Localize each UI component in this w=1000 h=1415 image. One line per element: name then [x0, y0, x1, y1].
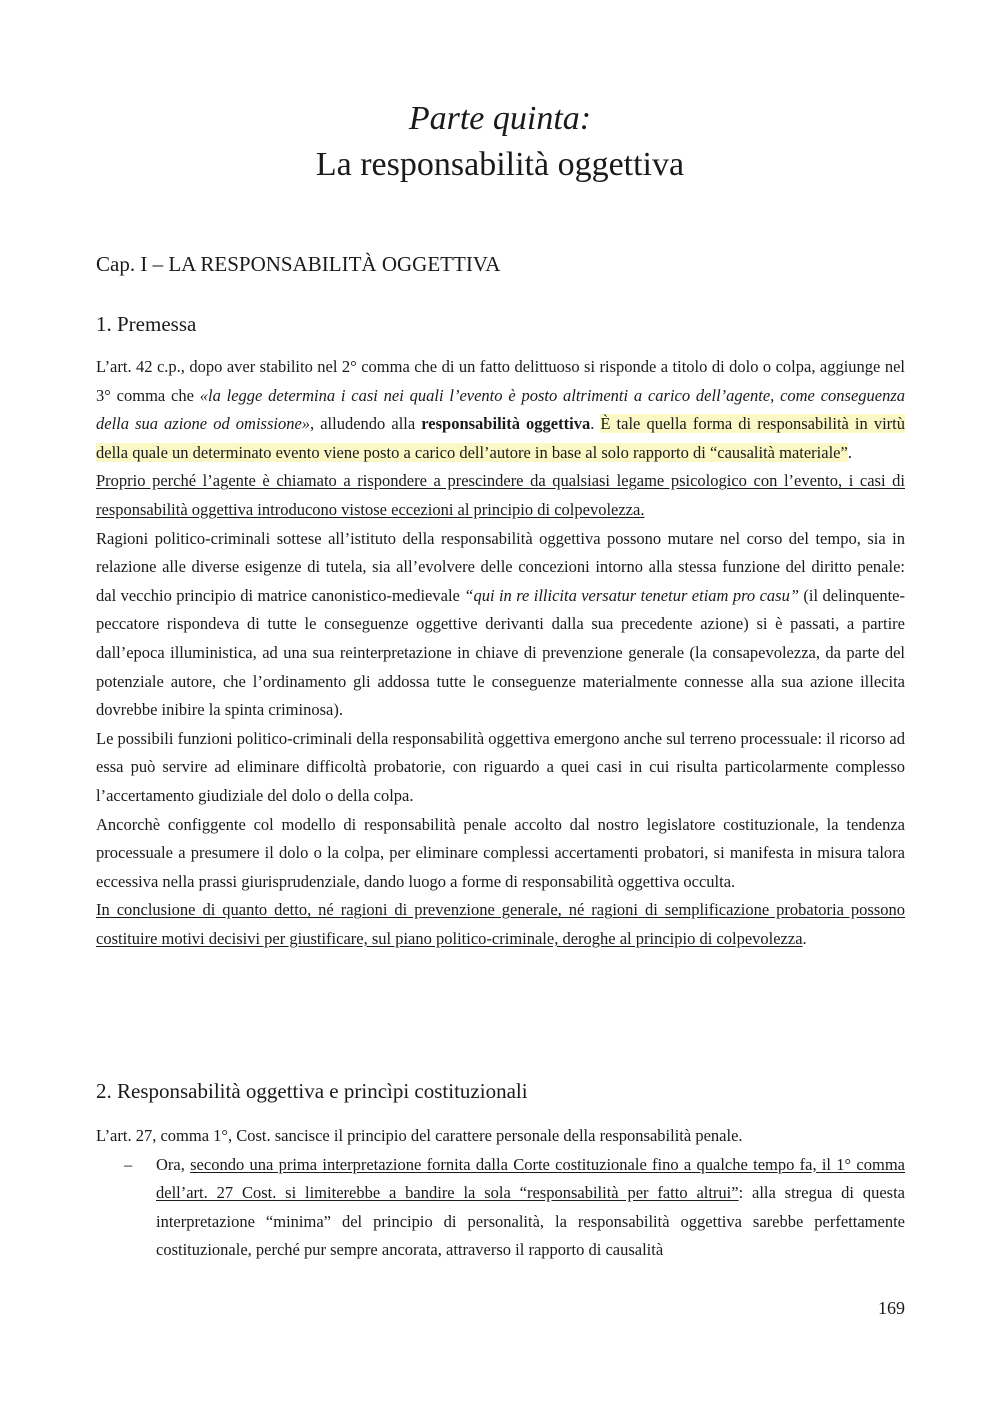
underlined-conclusion: In conclusione di quanto detto, né ragioni di prevenzione generale, né ragioni di semplificazione probatoria possono costituire motivi decisivi per giustificare, sul piano politico-criminale, deroghe al principio di colpevolezza: [96, 900, 905, 948]
underlined-interpretation: secondo una prima interpretazione fornita dalla Corte costituzionale fino a qualche tempo fa, il 1° comma dell’art. 27 Cost. si limiterebbe a bandire la sola “responsabilità per fatto altrui”: [156, 1154, 905, 1203]
part-main-title: La responsabilità oggettiva: [315, 146, 685, 183]
section-heading-premessa: 1. Premessa: [96, 312, 197, 336]
section-body-premessa: [96, 353, 905, 953]
paragraph-funzioni: Le possibili funzioni politico-criminali della responsabilità oggettiva emergono anche sul terreno processuale: il ricorso ad essa può servire ad eliminare difficoltà probatorie, con riguardo a quei casi in cui risulta particolarmente complesso l’accertamento giudiziale del dolo o della colpa.: [96, 728, 905, 805]
text-run: (il delinquente-peccatore rispondeva di tutte le conseguenze oggettive derivanti dalla sua precedente azione) si è passati, a partire dall’epoca illuministica, ad una sua reinterpretazione in chiave di prevenzione generale (la consapevolezza, da parte del potenziale autore, che l’ordinamento gli addossa tutte le conseguenze materialmente connesse alla sua azione illecita dovrebbe inibire la spinta criminosa).: [96, 585, 905, 720]
section-body-principi: [96, 1122, 905, 1265]
paragraph-ragioni: [96, 525, 905, 725]
text-run: Ora,: [156, 1154, 191, 1174]
text-run: , alludendo alla: [310, 414, 422, 434]
paragraph-eccezioni: Proprio perché l’agente è chiamato a rispondere a prescindere da qualsiasi legame psicologico con l’evento, i casi di responsabilità oggettiva introducono vistose eccezioni al principio di colpevolezza.: [96, 471, 905, 519]
paragraph-art27: L’art. 27, comma 1°, Cost. sancisce il principio del carattere personale della responsabilità penale.: [96, 1126, 743, 1145]
text-run: .: [590, 414, 601, 434]
list-item: [96, 1151, 905, 1265]
chapter-heading: Cap. I – LA RESPONSABILITÀ OGGETTIVA: [96, 252, 501, 276]
part-kicker: Parte quinta:: [408, 100, 592, 137]
text-run: : alla stregua di questa interpretazione “minima” del principio di personalità, la responsabilità oggettiva sarebbe perfettamente costituzionale, perché pur sempre ancorata, attraverso il rapporto di causalità: [156, 1183, 905, 1260]
paragraph-conclusione: [96, 896, 905, 953]
highlighted-definition: È tale quella forma di responsabilità in virtù della quale un determinato evento viene posto a carico dell’autore in base al solo rapporto di “causalità materiale”: [96, 414, 905, 462]
list-dash: –: [124, 1154, 133, 1174]
paragraph-ancorche: Ancorchè configgente col modello di responsabilità penale accolto dal nostro legislatore costituzionale, la tendenza processuale a presumere il dolo o la colpa, per eliminare complessi accertamenti probatori, si manifesta in misura talora eccessiva nella prassi giurisprudenziale, dando luogo a forme di responsabilità oggettiva occulta.: [96, 814, 905, 891]
text-run: .: [847, 442, 852, 462]
latin-maxim: “qui in re illicita versatur tenetur etiam pro casu”: [464, 585, 800, 605]
paragraph-art42: [96, 353, 905, 467]
section-heading-principi: 2. Responsabilità oggettiva e princìpi costituzionali: [96, 1079, 528, 1103]
bold-term: responsabilità oggettiva: [421, 414, 591, 434]
text-run: L’art. 42 c.p., dopo aver stabilito nel 2° comma che di un fatto delittuoso si risponde a titolo di dolo o colpa, aggiunge nel 3° comma che: [96, 357, 905, 405]
text-run: .: [802, 928, 807, 948]
part-title: [0, 96, 1000, 188]
page-number: 169: [878, 1298, 905, 1318]
text-run: Ragioni politico-criminali sottese all’istituto della responsabilità oggettiva possono mutare nel corso del tempo, sia in relazione alle diverse esigenze di tutela, sia all’evolvere delle concezioni intorno alla stessa funzione del diritto penale: dal vecchio principio di matrice canonistico-medievale: [96, 528, 905, 605]
quote-art42: «la legge determina i casi nei quali l’evento è posto altrimenti a carico dell’agente, come conseguenza della sua azione od omissione»: [96, 385, 906, 434]
